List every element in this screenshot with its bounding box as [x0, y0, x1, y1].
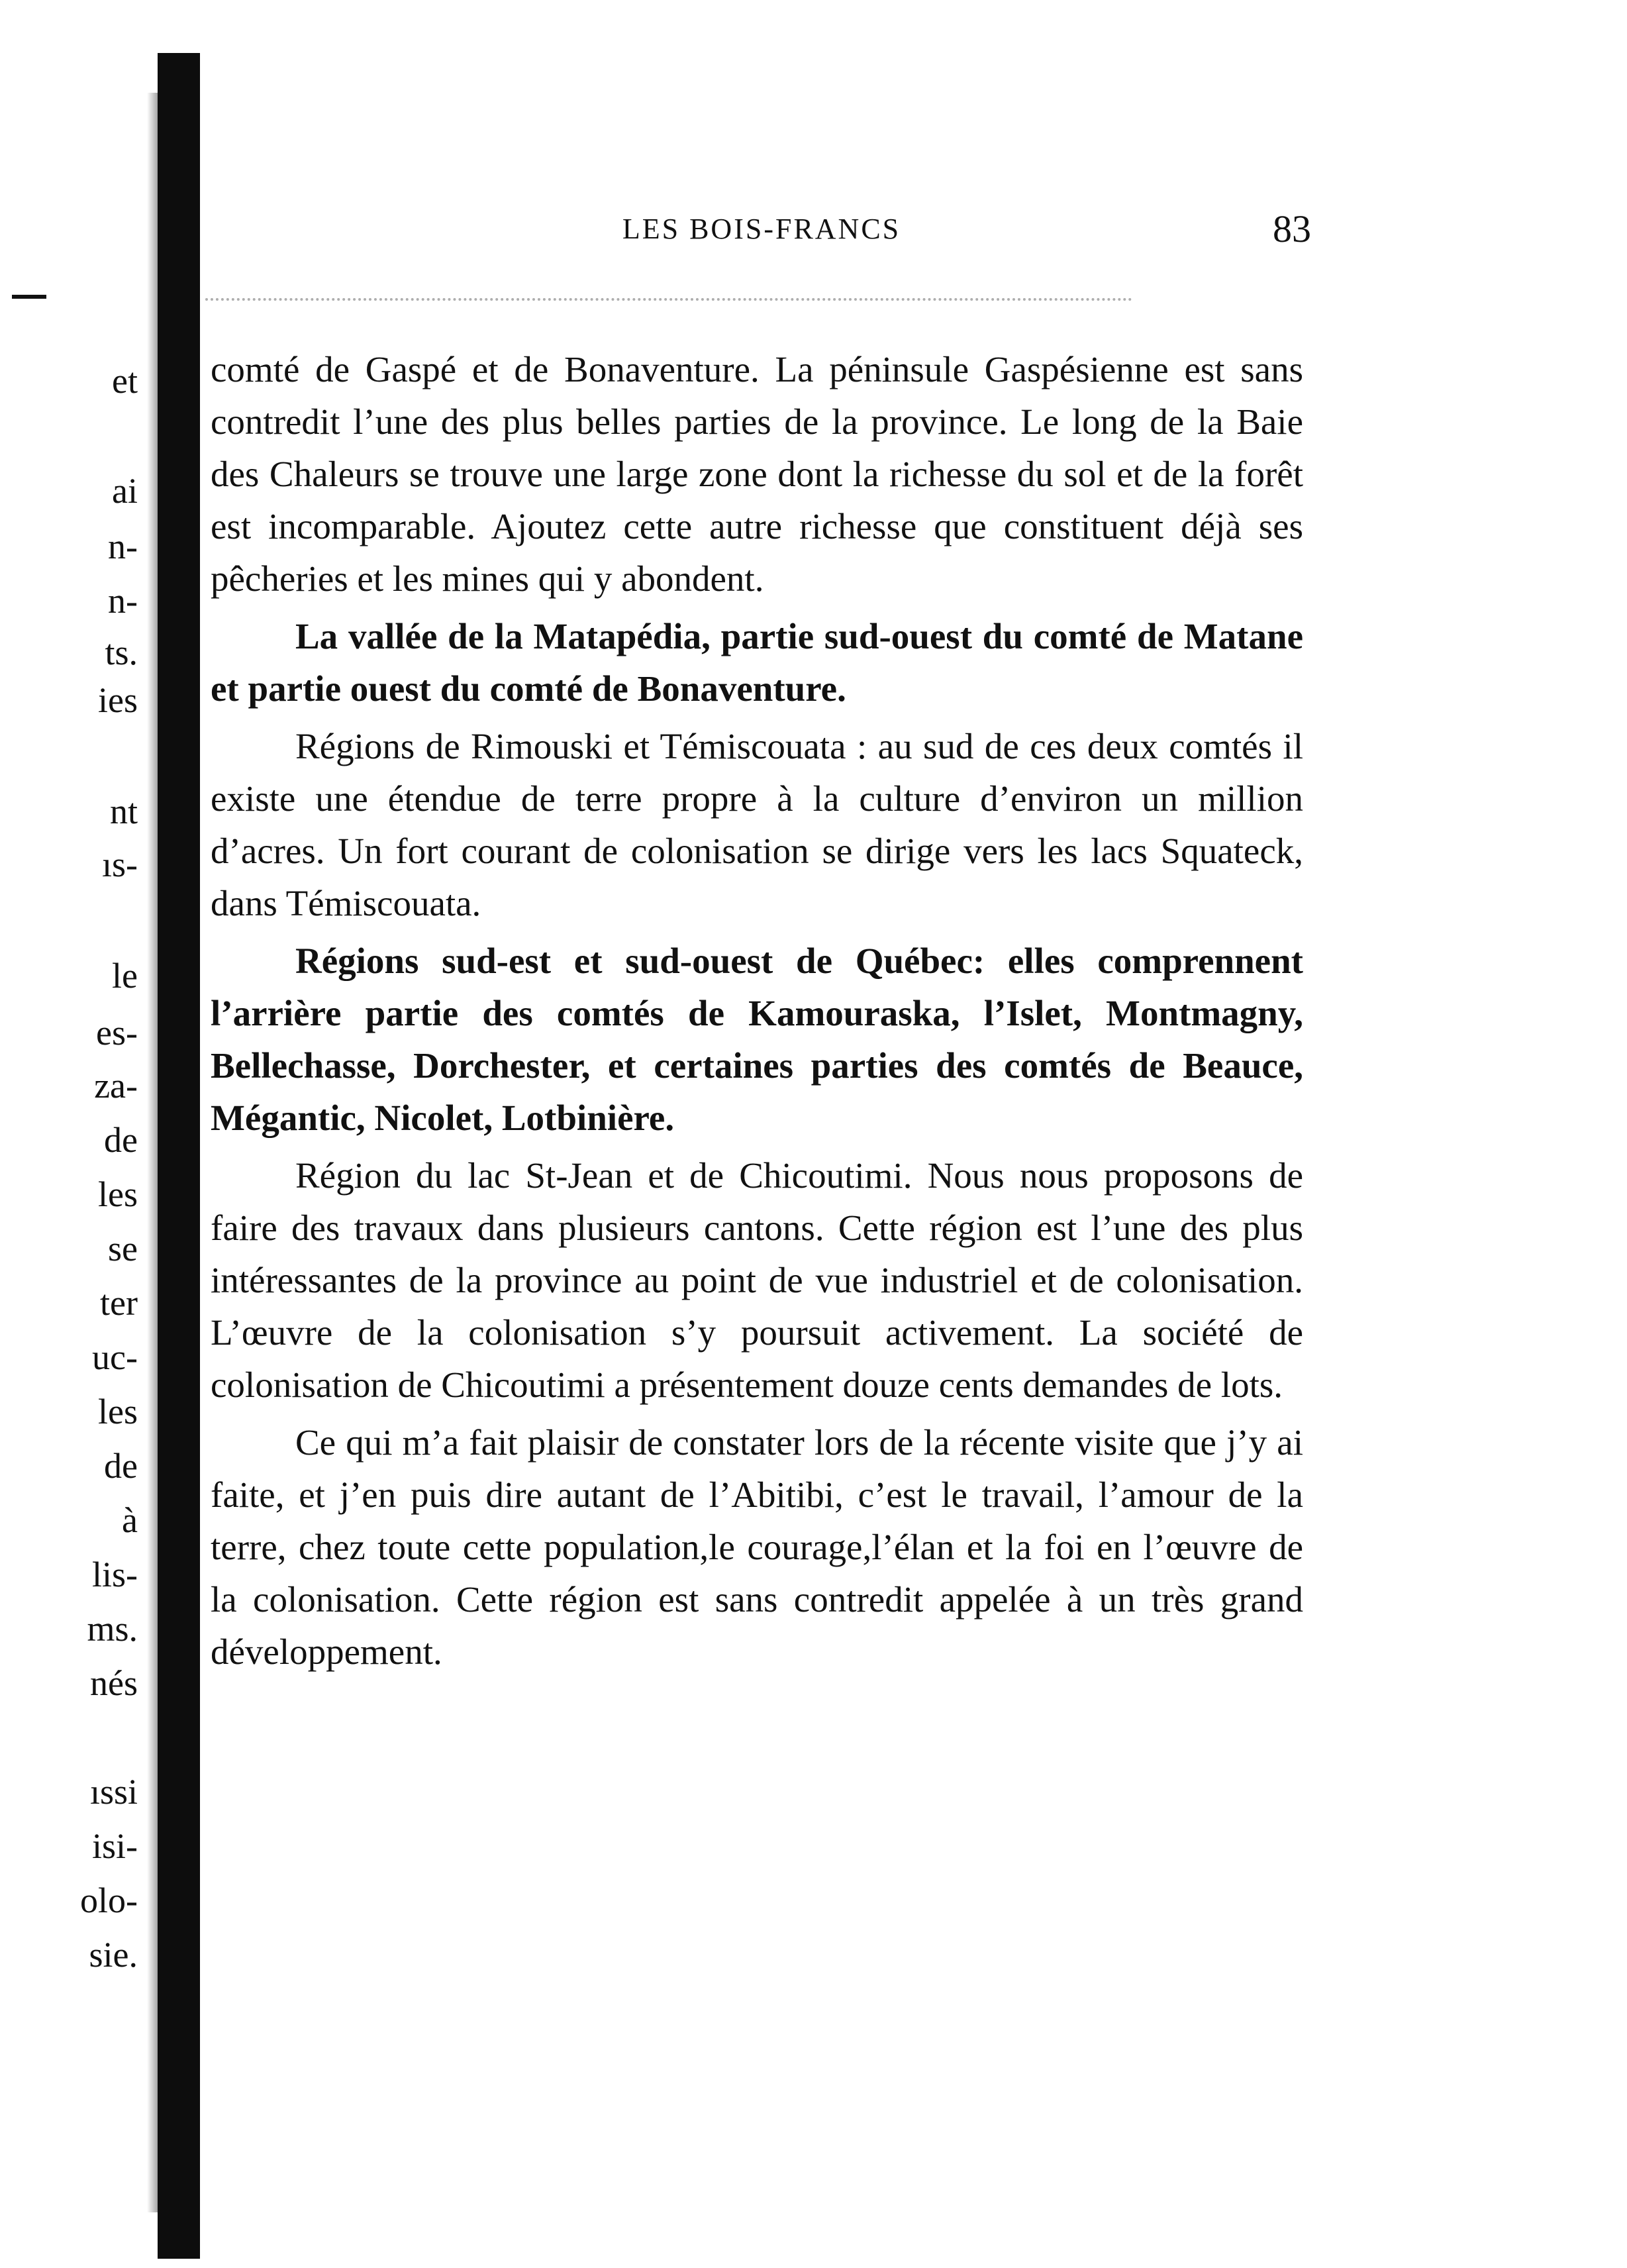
- paragraph-abitibi: Ce qui m’a fait plaisir de constater lors de la récente visite que j’y ai faite, et j’en puis dire autant de l’Abitibi, c’est le travail, l’amour de la terre, chez toute cette population,le courage,l’élan et la foi en l’œuvre de la colonisation. Cette région est sans contredit appelée à un très grand développement.: [211, 1422, 1303, 1672]
- margin-fragment: se: [108, 1229, 138, 1268]
- paragraph-quebec-regions: Régions sud-est et sud-ouest de Québec: elles comprennent l’arrière partie des comtés de Kamouraska, l’Islet, Montmagny, Bellechasse, Dorchester, et certaines parties des comtés de Beauce, Mégantic, Nicolet, Lotbinière.: [211, 941, 1303, 1138]
- margin-fragment: et: [112, 361, 138, 401]
- margin-fragment: za-: [94, 1066, 138, 1106]
- paragraph-matapedia: La vallée de la Matapédia, partie sud-ouest du comté de Matane et partie ouest du comté de Bonaventure.: [211, 616, 1303, 709]
- binding-gutter: [158, 53, 200, 2259]
- margin-fragment: lis-: [91, 1555, 138, 1594]
- paragraph-gaspe: comté de Gaspé et de Bonaventure. La péninsule Gaspésienne est sans contredit l’une des plus belles parties de la province. Le long de la Baie des Chaleurs se trouve une large zone dont la richesse du sol et de la forêt est incomparable. Ajoutez cette autre richesse que constituent déjà ses pêcheries et les mines qui y abondent.: [211, 349, 1303, 599]
- margin-fragment: ter: [100, 1283, 138, 1323]
- page-header: [212, 207, 1311, 265]
- margin-fragment: n-: [108, 527, 138, 566]
- margin-fragment: olo-: [80, 1881, 138, 1920]
- margin-fragment: ms.: [87, 1609, 138, 1649]
- page-number: 83: [1273, 207, 1311, 250]
- body-text: [211, 343, 1303, 1678]
- margin-fragment: nés: [90, 1663, 138, 1703]
- margin-dash: [12, 295, 46, 299]
- margin-fragment: ıssi: [89, 1772, 138, 1812]
- margin-fragment: uc-: [92, 1337, 138, 1377]
- margin-fragment: de: [104, 1446, 138, 1486]
- paragraph-lac-st-jean: Région du lac St-Jean et de Chicoutimi. Nous nous proposons de faire des travaux dans plusieurs cantons. Cette région est l’une des plus intéressantes de la province au point de vue industriel et de colonisation. L’œuvre de la colonisation s’y poursuit activement. La société de colonisation de Chicoutimi a présentement douze cents demandes de lots.: [211, 1155, 1303, 1405]
- margin-fragment: les: [98, 1174, 138, 1214]
- margin-fragment: nt: [109, 792, 138, 831]
- margin-fragment: à: [122, 1500, 138, 1540]
- margin-fragment: ıs-: [102, 845, 138, 884]
- running-title: LES BOIS-FRANCS: [622, 213, 901, 245]
- margin-fragment: ies: [98, 680, 138, 720]
- margin-fragment: les: [98, 1392, 138, 1431]
- margin-fragment: n-: [108, 581, 138, 621]
- margin-fragment: le: [112, 956, 138, 996]
- gutter-shadow: [147, 93, 158, 2212]
- margin-fragment: ts.: [105, 633, 138, 672]
- margin-fragment: isi-: [91, 1826, 138, 1866]
- header-rule: [205, 298, 1132, 301]
- margin-fragment: es-: [96, 1013, 138, 1053]
- paragraph-rimouski: Régions de Rimouski et Témiscouata : au sud de ces deux comtés il existe une étendue de terre propre à la culture d’environ un million d’acres. Un fort courant de colonisation se dirige vers les lacs Squateck, dans Témiscouata.: [211, 726, 1303, 923]
- facing-page-fragments: [0, 0, 152, 2268]
- margin-fragment: ai: [112, 471, 138, 511]
- margin-fragment: sie.: [89, 1935, 138, 1975]
- margin-fragment: de: [104, 1120, 138, 1160]
